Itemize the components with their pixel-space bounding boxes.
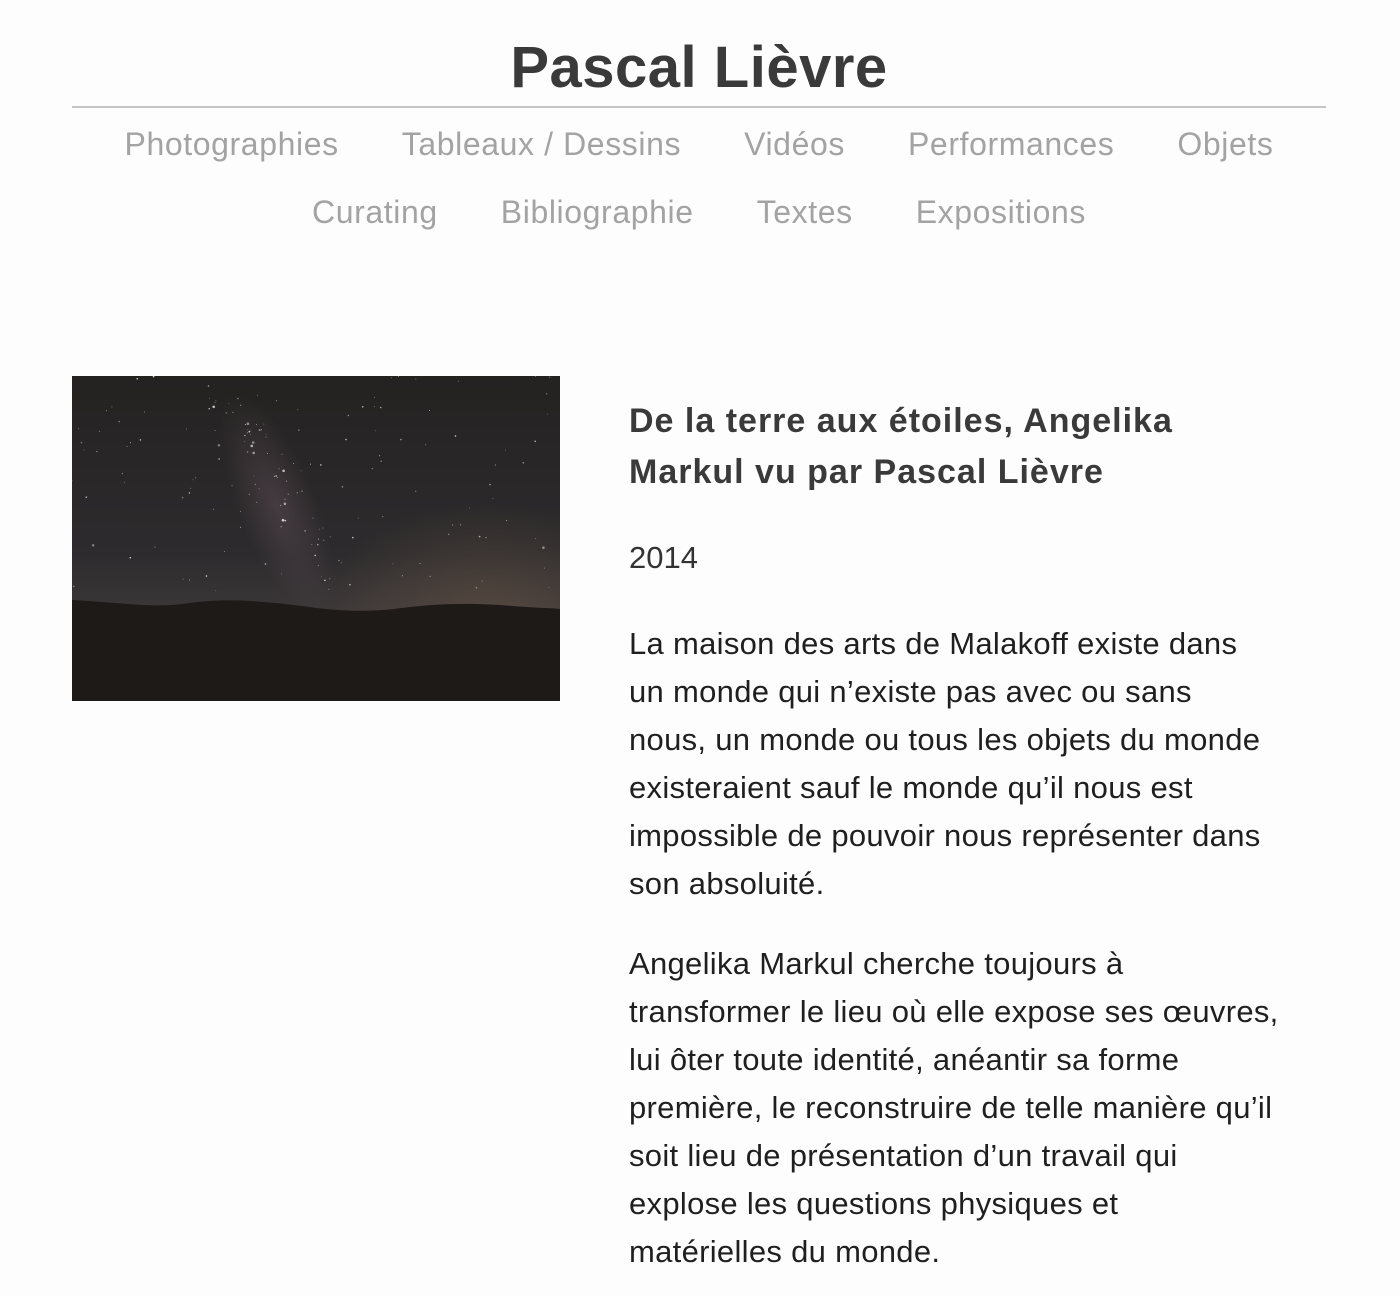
star-dot: [281, 573, 282, 574]
nav-link-photographies[interactable]: Photographies: [124, 125, 339, 162]
star-dot: [425, 444, 426, 445]
star-dot: [182, 497, 184, 499]
star-dot: [212, 406, 215, 409]
star-dot: [279, 468, 280, 469]
star-dot: [206, 575, 208, 577]
star-dot: [224, 551, 225, 552]
star-dot: [486, 537, 487, 538]
star-dot: [247, 432, 248, 433]
star-dot: [189, 492, 191, 494]
star-dot: [232, 412, 233, 413]
star-dot: [240, 527, 241, 528]
star-dot: [328, 589, 329, 590]
star-dot: [276, 400, 277, 401]
text-line: matérielles du monde.: [629, 1234, 941, 1269]
star-dot: [548, 587, 549, 588]
star-dot: [374, 397, 375, 398]
nav-row-secondary: [72, 178, 1326, 246]
star-dot: [140, 439, 142, 441]
star-dot: [319, 529, 320, 530]
star-dot: [429, 410, 430, 411]
star-dot: [282, 470, 285, 473]
star-dot: [274, 476, 275, 477]
star-dot: [398, 376, 399, 377]
nav-link-performances[interactable]: Performances: [907, 125, 1115, 162]
work-title-line: Markul vu par Pascal Lièvre: [629, 453, 1104, 491]
star-dot: [448, 534, 450, 536]
star-dot: [469, 508, 470, 509]
star-dot: [479, 536, 481, 538]
artwork-image[interactable]: [72, 376, 560, 701]
star-dot: [215, 590, 216, 591]
star-dot: [352, 537, 354, 539]
star-dot: [218, 458, 220, 460]
text-line: première, le reconstruire de telle manière qu’il: [629, 1090, 1273, 1125]
star-dot: [209, 408, 211, 410]
text-line: son absoluité.: [629, 866, 825, 901]
text-line: transformer le lieu où elle expose ses œuvres,: [629, 994, 1279, 1029]
star-dot: [285, 520, 287, 522]
nav-link-expositions[interactable]: Expositions: [915, 193, 1086, 230]
star-dot: [215, 402, 216, 403]
star-dot: [209, 398, 210, 399]
star-dot: [460, 524, 461, 525]
star-dot: [245, 424, 246, 425]
star-dot: [400, 439, 402, 441]
star-dot: [261, 429, 262, 430]
star-dot: [247, 422, 250, 425]
star-dot: [342, 486, 344, 488]
star-dot: [452, 525, 453, 526]
star-dot: [420, 563, 421, 564]
star-dot: [106, 410, 107, 411]
star-dot: [130, 442, 131, 443]
star-dot: [391, 377, 392, 378]
star-dot: [297, 409, 298, 410]
nav-link-textes[interactable]: Textes: [756, 193, 853, 230]
text-line: lui ôter toute identité, anéantir sa forme: [629, 1042, 1180, 1077]
star-dot: [288, 494, 289, 495]
star-dot: [240, 405, 241, 406]
star-dot: [250, 434, 251, 435]
star-dot: [505, 450, 506, 451]
text-line: soit lieu de présentation d’un travail qui: [629, 1138, 1178, 1173]
star-dot: [78, 428, 79, 429]
star-dot: [458, 381, 459, 382]
star-dot: [329, 578, 330, 579]
star-dot: [415, 491, 416, 492]
star-dot: [482, 581, 483, 582]
star-dot: [304, 530, 306, 532]
star-dot: [92, 544, 95, 547]
star-dot: [255, 484, 256, 485]
star-dot: [330, 536, 331, 537]
star-dot: [379, 455, 380, 456]
star-dot: [374, 406, 375, 407]
nav-link-videos[interactable]: Vidéos: [744, 125, 845, 162]
star-dot: [277, 477, 278, 478]
star-dot: [81, 442, 83, 444]
site-title[interactable]: Pascal Lièvre: [72, 0, 1326, 108]
star-dot: [476, 587, 478, 589]
star-dot: [118, 421, 120, 423]
star-dot: [547, 414, 548, 415]
main-nav: [72, 110, 1326, 246]
star-dot: [253, 476, 254, 477]
star-dot: [252, 441, 255, 444]
star-dot: [256, 424, 257, 425]
star-dot: [280, 505, 281, 506]
star-dot: [318, 565, 319, 566]
star-dot: [358, 518, 359, 519]
star-dot: [86, 496, 88, 498]
star-dot: [228, 403, 229, 404]
nav-link-tableaux-dessins[interactable]: Tableaux / Dessins: [401, 125, 682, 162]
star-dot: [127, 446, 128, 447]
nav-row-primary: [72, 110, 1326, 178]
star-dot: [130, 557, 132, 559]
star-dot: [240, 511, 241, 512]
star-dot: [313, 518, 314, 519]
star-dot: [301, 470, 302, 471]
star-dot: [251, 445, 254, 448]
star-dot: [73, 586, 75, 588]
star-dot: [155, 547, 156, 548]
star-dot: [213, 509, 214, 510]
star-dot: [252, 452, 255, 455]
star-dot: [549, 377, 550, 378]
star-dot: [186, 429, 187, 430]
star-dot: [362, 406, 364, 408]
star-dot: [348, 415, 350, 417]
nav-link-objets[interactable]: Objets: [1177, 125, 1274, 162]
star-dot: [281, 526, 283, 528]
star-dot: [349, 584, 351, 586]
star-dot: [247, 451, 249, 453]
star-dot: [256, 502, 257, 503]
star-dot: [323, 540, 324, 541]
star-dot: [244, 435, 246, 437]
star-dot: [310, 464, 311, 465]
work-title: [629, 396, 1329, 498]
nav-link-curating[interactable]: Curating: [312, 193, 438, 230]
star-dot: [144, 412, 145, 413]
text-line: Angelika Markul cherche toujours à: [629, 946, 1124, 981]
star-dot: [506, 520, 507, 521]
star-dot: [382, 516, 383, 517]
text-line: un monde qui n’existe pas avec ou sans: [629, 674, 1192, 709]
star-dot: [282, 519, 285, 522]
star-dot: [495, 465, 496, 466]
star-dot: [323, 528, 324, 529]
star-dot: [259, 488, 260, 489]
star-dot: [338, 560, 340, 562]
star-dot: [282, 454, 283, 455]
star-dot: [265, 563, 267, 565]
star-dot: [183, 579, 184, 580]
star-dot: [402, 575, 403, 576]
star-dot: [311, 544, 312, 545]
star-dot: [301, 490, 303, 492]
star-dot: [266, 437, 267, 438]
star-dot: [345, 439, 347, 441]
star-dot: [286, 481, 287, 482]
star-dot: [215, 400, 216, 401]
star-dot: [523, 462, 525, 464]
star-dot: [285, 499, 286, 500]
star-dot: [317, 544, 319, 546]
nav-link-bibliographie[interactable]: Bibliographie: [500, 193, 694, 230]
star-dot: [267, 453, 268, 454]
text-line: existeraient sauf le monde qu’il nous est: [629, 770, 1193, 805]
star-dot: [318, 539, 319, 540]
star-dot: [321, 577, 322, 578]
star-dot: [257, 395, 258, 396]
star-dot: [218, 444, 221, 447]
star-dot: [84, 450, 85, 451]
star-dot: [341, 562, 342, 563]
star-dot: [375, 430, 376, 431]
description-paragraph-2: [629, 940, 1329, 1276]
star-dot: [534, 441, 536, 443]
star-dot: [293, 463, 294, 464]
text-line: nous, un monde ou tous les objets du monde: [629, 722, 1261, 757]
star-dot: [263, 424, 264, 425]
star-dot: [455, 435, 457, 437]
star-dot: [193, 479, 194, 480]
star-dot: [415, 379, 416, 380]
star-dot: [314, 555, 316, 557]
star-dot: [320, 464, 322, 466]
text-line: explose les questions physiques et: [629, 1186, 1119, 1221]
star-dot: [96, 451, 97, 452]
star-dot: [380, 407, 382, 409]
work-content: [629, 396, 1329, 1276]
star-dot: [215, 430, 216, 431]
star-dot: [275, 475, 277, 477]
star-dot: [392, 563, 393, 564]
star-dot: [430, 576, 431, 577]
star-dot: [122, 473, 124, 475]
star-dot: [266, 434, 267, 435]
work-title-line: De la terre aux étoiles, Angelika: [629, 402, 1173, 440]
star-dot: [232, 485, 233, 486]
star-dot: [111, 406, 112, 407]
star-dot: [190, 488, 191, 489]
star-dot: [208, 385, 210, 387]
star-dot: [544, 568, 545, 569]
star-dot: [489, 484, 491, 486]
star-dot: [284, 503, 287, 506]
star-dot: [298, 429, 300, 431]
star-dot: [244, 441, 245, 442]
star-dot: [189, 580, 190, 581]
star-dot: [297, 492, 298, 493]
star-dot: [99, 431, 100, 432]
star-dot: [259, 429, 261, 431]
star-dot: [249, 431, 251, 433]
star-dot: [542, 546, 545, 549]
star-dot: [249, 494, 250, 495]
star-dot: [124, 482, 125, 483]
text-line: impossible de pouvoir nous représenter dans: [629, 818, 1261, 853]
night-sky-image: [72, 376, 560, 701]
star-dot: [237, 398, 239, 400]
star-dot: [546, 393, 548, 395]
description-paragraph-1: [629, 620, 1329, 908]
star-dot: [492, 498, 493, 499]
star-dot: [380, 460, 382, 462]
site-header: [72, 0, 1326, 246]
star-dot: [195, 477, 196, 478]
star-dot: [324, 580, 326, 582]
work-year: 2014: [629, 540, 698, 575]
star-dot: [225, 412, 227, 414]
star-dot: [137, 378, 139, 380]
star-dot: [372, 468, 373, 469]
star-dot: [247, 429, 248, 430]
star-dot: [535, 538, 536, 539]
text-line: La maison des arts de Malakoff existe dans: [629, 626, 1238, 661]
